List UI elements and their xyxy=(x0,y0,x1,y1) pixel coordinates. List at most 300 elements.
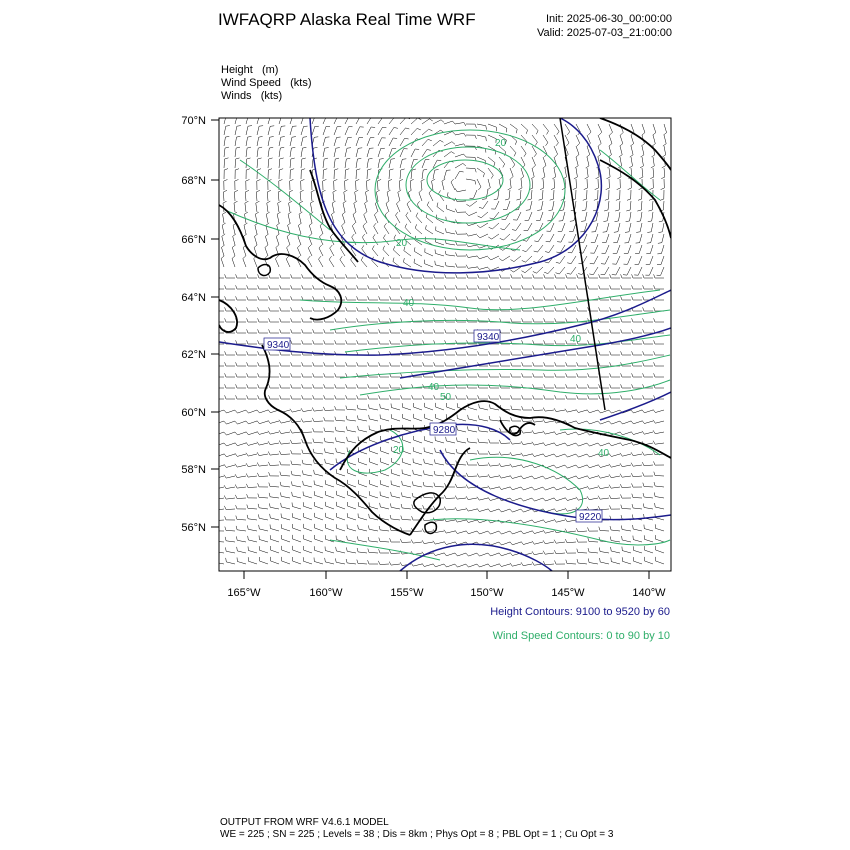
wind-speed-contour xyxy=(406,147,530,223)
wind-barb-feather xyxy=(313,340,314,344)
wind-barb-feather xyxy=(647,232,651,233)
wind-barb-feather xyxy=(503,164,505,168)
wind-barb-shaft xyxy=(400,149,404,157)
wind-barb-feather xyxy=(352,223,355,226)
wind-barb-shaft xyxy=(542,190,543,199)
wind-barb-feather xyxy=(632,494,633,498)
wind-barb-feather xyxy=(386,201,389,204)
wind-barb-shaft xyxy=(480,531,489,534)
wind-barb-feather xyxy=(510,531,513,534)
wind-barb-shaft xyxy=(642,124,645,133)
wind-barb-feather xyxy=(427,150,431,151)
wind-barb-feather xyxy=(524,153,526,156)
wind-barb-shaft xyxy=(631,135,634,144)
wind-barb-shaft xyxy=(323,137,325,146)
wind-barb-shaft xyxy=(400,128,406,135)
wind-barb-shaft xyxy=(444,170,447,179)
wind-barb-feather xyxy=(236,307,237,311)
wind-barb-feather xyxy=(510,441,512,445)
wind-barb-feather xyxy=(351,256,353,259)
wind-barb-shaft xyxy=(259,508,268,509)
wind-barb-shaft xyxy=(436,407,445,410)
wind-barb-feather xyxy=(379,274,380,278)
wind-barb-feather xyxy=(269,503,270,507)
wind-barb-feather xyxy=(445,472,446,476)
wind-barb-feather xyxy=(455,484,457,488)
wind-barb-shaft xyxy=(490,487,499,489)
wind-barb-feather xyxy=(488,257,491,260)
wind-barb-feather xyxy=(336,547,337,551)
wind-barb-feather xyxy=(434,494,435,498)
wind-barb-feather xyxy=(332,201,335,203)
wind-barb-feather xyxy=(323,179,327,181)
wind-barb-feather xyxy=(521,430,523,434)
wind-barb-shaft xyxy=(358,419,367,421)
wind-barb-feather xyxy=(488,497,490,500)
wind-barb-feather xyxy=(433,552,435,555)
wind-barb-shaft xyxy=(403,440,412,443)
wind-barb-shaft xyxy=(556,520,565,522)
wind-barb-shaft xyxy=(226,562,235,564)
wind-barb-feather xyxy=(223,190,227,192)
wind-barb-feather xyxy=(269,493,270,497)
wind-barb-feather xyxy=(631,442,633,445)
wind-barb-feather xyxy=(537,210,541,211)
wind-barb-feather xyxy=(478,415,479,419)
wind-barb-shaft xyxy=(224,148,225,157)
wind-barb-shaft xyxy=(397,204,401,212)
wind-barb-shaft xyxy=(237,465,246,467)
wind-barb-shaft xyxy=(546,476,555,479)
wind-barb-feather xyxy=(650,188,654,190)
wind-barb-feather xyxy=(532,541,534,544)
wind-barb-shaft xyxy=(358,409,367,410)
wind-barb-feather xyxy=(456,449,457,453)
wind-barb-feather xyxy=(232,256,235,259)
wind-barb-shaft xyxy=(579,432,588,435)
wind-barb-shaft xyxy=(279,126,281,135)
wind-barb-feather xyxy=(554,550,556,554)
wind-barb-feather xyxy=(346,416,347,420)
wind-barb-feather xyxy=(486,137,487,141)
wind-barb-shaft xyxy=(556,498,565,501)
wind-barb-shaft xyxy=(342,214,345,223)
wind-barb-feather xyxy=(357,384,358,388)
wind-barb-feather xyxy=(256,201,260,203)
wind-barb-feather xyxy=(455,542,458,545)
wind-barb-feather xyxy=(620,432,623,435)
wind-barb-feather xyxy=(340,245,343,248)
wind-barb-shaft xyxy=(490,509,499,512)
wind-barb-shaft xyxy=(224,115,226,124)
wind-barb-shaft xyxy=(545,432,554,434)
wind-barb-feather xyxy=(368,169,372,170)
wind-barb-feather xyxy=(577,362,578,366)
wind-barb-feather xyxy=(405,224,407,228)
wind-barb-shaft xyxy=(268,137,270,146)
wind-barb-feather xyxy=(609,485,611,489)
wind-barb-shaft xyxy=(362,237,367,245)
wind-barb-shaft xyxy=(353,215,356,224)
wind-barb-feather xyxy=(352,234,355,237)
wind-barb-shaft xyxy=(515,234,521,241)
wind-barb-feather xyxy=(368,285,369,289)
wind-barb-feather xyxy=(556,262,560,263)
wind-barb-feather xyxy=(489,395,490,399)
wind-barb-feather xyxy=(521,541,524,544)
wind-barb-feather xyxy=(643,373,644,377)
wind-barb-feather xyxy=(555,384,556,388)
wind-barb-feather xyxy=(324,428,325,432)
wind-barb-feather xyxy=(354,201,357,203)
wind-barb-feather xyxy=(214,527,215,531)
wind-barb-feather xyxy=(429,190,432,193)
wind-barb-feather xyxy=(576,421,579,424)
wind-barb-shaft xyxy=(227,410,236,413)
wind-barb-shaft xyxy=(664,168,665,177)
lon-label: 155°W xyxy=(390,587,424,599)
wind-barb-shaft xyxy=(256,203,257,212)
wind-barb-feather xyxy=(380,159,384,160)
wind-barb-shaft xyxy=(633,421,642,424)
wind-barb-feather xyxy=(528,199,532,200)
wind-barb-feather xyxy=(336,448,337,452)
wind-barb-feather xyxy=(236,505,237,509)
wind-barb-shaft xyxy=(270,539,279,542)
wind-barb-feather xyxy=(478,395,479,399)
wind-barb-feather xyxy=(500,318,501,322)
wind-barb-shaft xyxy=(255,214,257,223)
wind-barb-feather xyxy=(511,296,512,300)
coastline xyxy=(219,300,237,332)
wind-barb-shaft xyxy=(402,474,411,477)
wind-barb-feather xyxy=(434,329,435,333)
wind-barb-feather xyxy=(477,553,480,556)
wind-barb-feather xyxy=(489,296,490,300)
wind-barb-shaft xyxy=(612,410,621,413)
wind-barb-feather xyxy=(478,373,479,377)
wind-barb-shaft xyxy=(303,561,312,564)
wind-barb-shaft xyxy=(468,498,477,500)
wind-barb-shaft xyxy=(534,421,543,422)
wind-barb-feather xyxy=(609,464,611,467)
wind-barb-shaft xyxy=(543,168,545,177)
wind-barb-feather xyxy=(346,340,347,344)
wind-barb-feather xyxy=(499,452,501,456)
wind-barb-shaft xyxy=(611,498,620,499)
wind-barb-feather xyxy=(268,441,270,444)
wind-barb-shaft xyxy=(337,506,346,509)
wind-barb-feather xyxy=(546,143,548,146)
wind-barb-feather xyxy=(544,285,545,289)
wind-barb-feather xyxy=(510,176,513,179)
wind-barb-feather xyxy=(401,285,402,289)
wind-barb-feather xyxy=(477,235,480,238)
wind-barb-shaft xyxy=(319,248,323,256)
wind-barb-shaft xyxy=(606,245,610,253)
wind-barb-feather xyxy=(556,273,560,274)
wind-barb-feather xyxy=(456,274,457,278)
wind-barb-feather xyxy=(390,395,391,399)
wind-barb-shaft xyxy=(639,245,642,254)
wind-barb-shaft xyxy=(640,234,642,243)
wind-barb-shaft xyxy=(301,159,302,168)
wind-barb-feather xyxy=(555,318,556,322)
wind-barb-shaft xyxy=(246,137,248,146)
wind-barb-shaft xyxy=(554,168,556,177)
wind-barb-shaft xyxy=(367,159,369,168)
wind-barb-shaft xyxy=(268,115,271,124)
wind-barb-feather xyxy=(515,141,516,145)
wind-barb-shaft xyxy=(578,563,587,564)
wind-barb-shaft xyxy=(271,550,280,553)
wind-barb-shaft xyxy=(246,148,247,157)
wind-barb-feather xyxy=(335,395,336,399)
wind-barb-shaft xyxy=(270,443,279,445)
wind-barb-feather xyxy=(390,169,394,170)
wind-barb-feather xyxy=(543,498,546,501)
wind-barb-feather xyxy=(446,437,447,441)
wind-barb-feather xyxy=(625,232,629,233)
wind-barb-feather xyxy=(556,252,560,253)
wind-barb-feather xyxy=(653,441,655,445)
wind-barb-feather xyxy=(654,395,655,399)
wind-barb-feather xyxy=(314,137,318,138)
wind-barb-feather xyxy=(565,454,568,457)
wind-barb-feather xyxy=(488,486,490,489)
wind-barb-feather xyxy=(467,373,468,377)
wind-barb-shaft xyxy=(468,520,477,523)
wind-barb-shaft xyxy=(468,531,477,534)
wind-barb-shaft xyxy=(586,201,587,210)
wind-barb-feather xyxy=(258,158,262,159)
wind-barb-feather xyxy=(621,515,622,519)
wind-barb-shaft xyxy=(358,529,367,531)
wind-barb-feather xyxy=(522,296,523,300)
wind-barb-feather xyxy=(213,465,216,468)
wind-barb-feather xyxy=(291,395,292,399)
wind-barb-shaft xyxy=(300,203,302,212)
wind-barb-feather xyxy=(258,514,259,518)
wind-barb-shaft xyxy=(650,256,653,264)
wind-barb-shaft xyxy=(523,443,532,445)
wind-barb-feather xyxy=(488,531,491,534)
wind-barb-shaft xyxy=(334,137,337,146)
wind-barb-shaft xyxy=(446,553,455,556)
wind-barb-shaft xyxy=(345,159,346,168)
wind-barb-feather xyxy=(576,454,579,457)
wind-barb-shaft xyxy=(270,529,279,532)
wind-barb-feather xyxy=(544,395,545,399)
wind-barb-shaft xyxy=(436,231,444,235)
wind-barb-shaft xyxy=(235,115,237,124)
wind-barb-feather xyxy=(302,439,303,443)
wind-barb-feather xyxy=(621,318,622,322)
wind-barb-feather xyxy=(270,514,271,518)
wind-barb-feather xyxy=(257,431,259,434)
wind-barb-feather xyxy=(346,406,347,410)
wind-barb-feather xyxy=(423,470,424,474)
wind-barb-shaft xyxy=(534,542,543,544)
wind-barb-feather xyxy=(247,318,248,322)
wind-barb-shaft xyxy=(298,237,301,246)
wind-barb-feather xyxy=(226,115,230,116)
wind-barb-feather xyxy=(290,440,292,444)
wind-barb-feather xyxy=(566,296,567,300)
wind-barb-shaft xyxy=(587,157,589,166)
wind-barb-feather xyxy=(500,285,501,289)
wind-barb-feather xyxy=(287,234,290,237)
wind-barb-shaft xyxy=(528,223,532,231)
wind-barb-shaft xyxy=(380,507,389,509)
wind-barb-feather xyxy=(320,234,323,237)
wind-barb-feather xyxy=(587,155,590,158)
wind-barb-feather xyxy=(213,517,215,521)
wind-barb-shaft xyxy=(435,553,444,556)
wind-barb-feather xyxy=(286,256,289,259)
wind-barb-feather xyxy=(368,296,369,300)
wind-barb-shaft xyxy=(421,181,422,190)
wind-barb-shaft xyxy=(345,116,349,124)
wind-barb-feather xyxy=(224,496,226,500)
wind-barb-shaft xyxy=(315,506,324,509)
wind-barb-feather xyxy=(224,485,226,488)
wind-barb-feather xyxy=(434,296,435,300)
model-config-line: WE = 225 ; SN = 225 ; Levels = 38 ; Dis = 8km ; Phys Opt = 8 ; PBL Opt = 1 ; Cu Opt = 3 xyxy=(220,829,614,840)
lon-label: 140°W xyxy=(632,587,666,599)
wind-barb-shaft xyxy=(425,418,434,421)
wind-barb-shaft xyxy=(525,267,532,273)
wind-barb-feather xyxy=(544,329,545,333)
wind-barb-feather xyxy=(542,177,545,179)
wind-barb-shaft xyxy=(457,441,466,443)
wind-barb-feather xyxy=(398,190,401,192)
wind-barb-shaft xyxy=(521,124,528,130)
wind-barb-shaft xyxy=(265,236,268,245)
wind-barb-feather xyxy=(565,443,568,446)
wind-barb-feather xyxy=(270,137,274,138)
wind-barb-shaft xyxy=(477,124,486,126)
wind-barb-shaft xyxy=(312,126,315,135)
wind-barb-shaft xyxy=(278,192,279,201)
wind-barb-feather xyxy=(346,373,347,377)
wind-barb-shaft xyxy=(304,517,313,520)
wind-barb-feather xyxy=(311,190,315,192)
wind-barb-feather xyxy=(292,137,296,138)
wind-barb-shaft xyxy=(347,517,356,520)
wind-barb-shaft xyxy=(655,507,664,509)
wind-barb-shaft xyxy=(367,181,368,190)
wind-barb-feather xyxy=(302,395,303,399)
wind-barb-feather xyxy=(456,252,458,256)
wind-barb-shaft xyxy=(468,442,477,443)
wind-barb-shaft xyxy=(655,528,664,531)
wind-barb-feather xyxy=(401,296,402,300)
wind-barb-shaft xyxy=(532,179,533,188)
wind-barb-feather xyxy=(521,509,524,512)
wind-barb-feather xyxy=(279,420,281,423)
wind-barb-feather xyxy=(269,274,270,278)
wind-barb-feather xyxy=(488,509,491,512)
wind-barb-feather xyxy=(363,223,366,226)
wind-barb-feather xyxy=(302,274,303,278)
wind-barb-shaft xyxy=(535,498,544,501)
wind-barb-feather xyxy=(500,296,501,300)
wind-barb-feather xyxy=(357,158,361,159)
variable-units: (kts) xyxy=(260,90,283,102)
wind-barb-feather xyxy=(610,307,611,311)
wind-barb-shaft xyxy=(378,138,382,146)
wind-barb-feather xyxy=(644,514,645,518)
wind-barb-feather xyxy=(312,418,314,422)
wind-barb-feather xyxy=(367,179,371,181)
wind-barb-shaft xyxy=(340,260,345,267)
wind-barb-feather xyxy=(368,329,369,333)
wind-barb-feather xyxy=(577,296,578,300)
wind-barb-feather xyxy=(225,527,226,531)
wind-barb-feather xyxy=(213,496,215,499)
wind-barb-shaft xyxy=(356,148,358,157)
wind-barb-feather xyxy=(280,351,281,355)
wind-barb-feather xyxy=(514,153,516,157)
wind-barb-shaft xyxy=(491,256,499,260)
wind-barb-feather xyxy=(343,201,346,203)
wind-barb-shaft xyxy=(356,159,357,168)
wind-barb-feather xyxy=(225,395,226,399)
wind-barb-shaft xyxy=(457,498,466,499)
wind-barb-feather xyxy=(489,274,490,278)
wind-barb-feather xyxy=(324,274,325,278)
wind-barb-shaft xyxy=(233,236,235,245)
wind-barb-shaft xyxy=(578,476,587,479)
wind-barb-feather xyxy=(511,373,512,377)
wind-barb-feather xyxy=(609,495,611,499)
wind-barb-feather xyxy=(466,508,468,511)
wind-barb-shaft xyxy=(367,127,371,135)
wind-barb-shaft xyxy=(391,519,400,520)
wind-barb-feather xyxy=(611,547,612,551)
wind-barb-feather xyxy=(649,199,653,200)
wind-barb-shaft xyxy=(455,133,464,135)
wind-barb-feather xyxy=(224,443,227,446)
wind-barb-feather xyxy=(588,318,589,322)
wind-barb-shaft xyxy=(391,564,400,565)
wind-barb-shaft xyxy=(424,497,433,498)
wind-barb-shaft xyxy=(378,159,380,168)
wind-barb-feather xyxy=(225,318,226,322)
wind-barb-shaft xyxy=(290,159,291,168)
wind-barb-shaft xyxy=(457,190,466,192)
wind-barb-shaft xyxy=(278,203,279,212)
wind-barb-shaft xyxy=(661,256,664,265)
wind-barb-feather xyxy=(346,274,347,278)
wind-barb-shaft xyxy=(255,236,258,245)
wind-barb-shaft xyxy=(270,486,279,487)
wind-barb-shaft xyxy=(530,201,532,210)
wind-barb-shaft xyxy=(568,454,577,457)
wind-barb-feather xyxy=(236,351,237,355)
wind-barb-feather xyxy=(610,505,612,509)
coastline xyxy=(410,448,470,535)
wind-barb-shaft xyxy=(389,159,391,168)
wind-barb-feather xyxy=(335,307,336,311)
wind-barb-feather xyxy=(269,351,270,355)
wind-barb-feather xyxy=(379,384,380,388)
wind-barb-feather xyxy=(467,285,468,289)
wind-barb-feather xyxy=(521,177,524,180)
wind-barb-feather xyxy=(416,213,418,217)
wind-barb-shaft xyxy=(469,212,477,216)
